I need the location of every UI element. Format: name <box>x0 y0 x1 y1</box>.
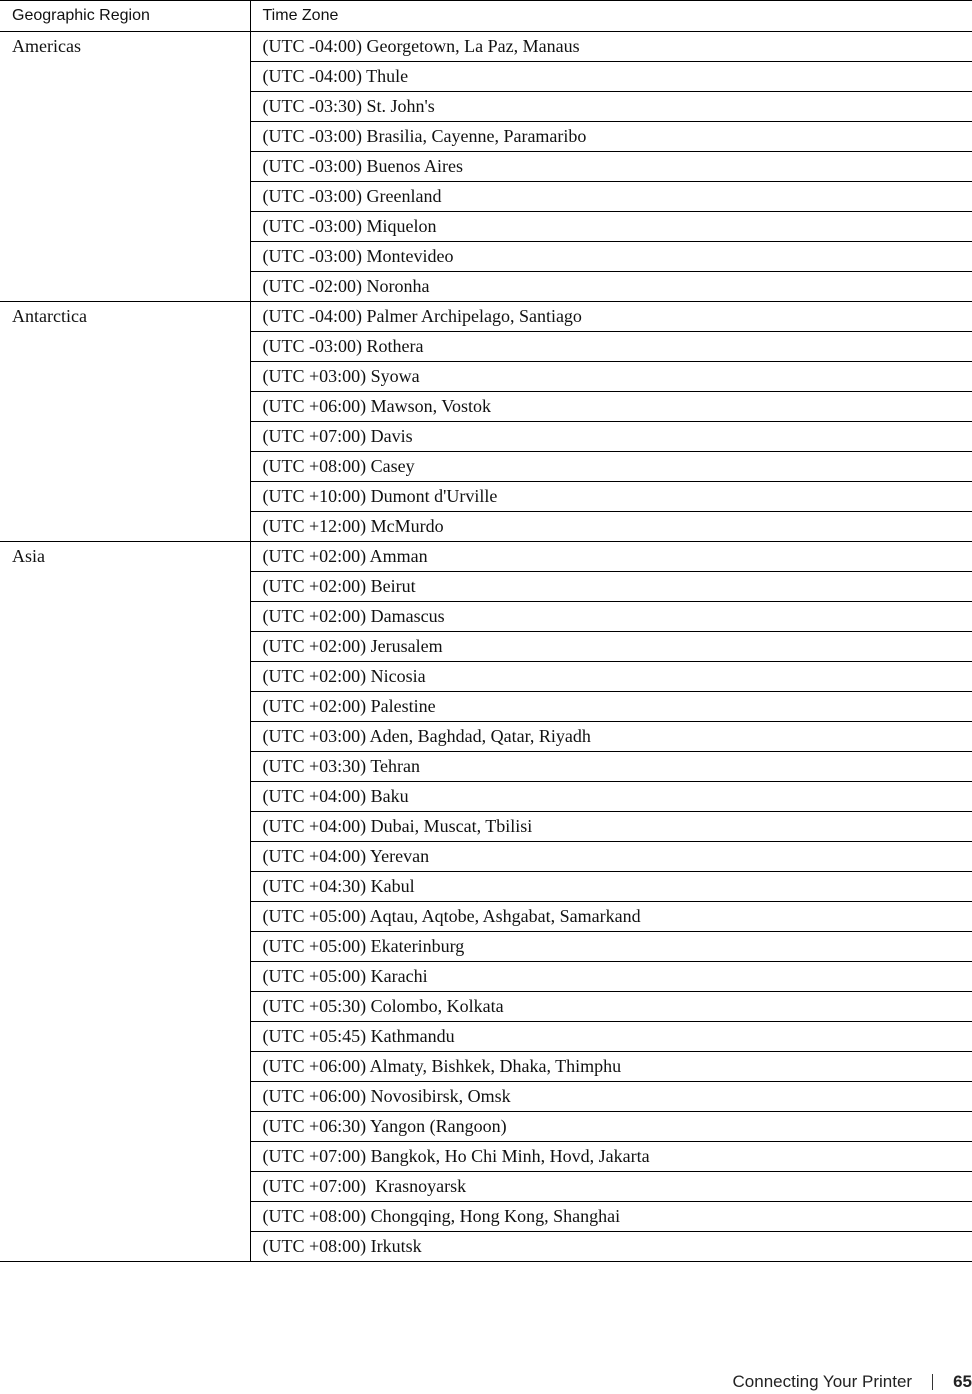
time-zone-cell: (UTC -03:00) Greenland <box>250 182 972 212</box>
header-time-zone: Time Zone <box>250 1 972 32</box>
time-zone-cell: (UTC -02:00) Noronha <box>250 272 972 302</box>
time-zone-cell: (UTC -03:00) Rothera <box>250 332 972 362</box>
time-zone-cell: (UTC +12:00) McMurdo <box>250 512 972 542</box>
table-row <box>0 32 972 62</box>
time-zone-cell: (UTC +03:30) Tehran <box>250 752 972 782</box>
time-zone-cell: (UTC -04:00) Palmer Archipelago, Santiago <box>250 302 972 332</box>
time-zone-cell: (UTC -04:00) Georgetown, La Paz, Manaus <box>250 32 972 62</box>
time-zone-cell: (UTC +06:00) Novosibirsk, Omsk <box>250 1082 972 1112</box>
time-zone-cell: (UTC -03:30) St. John's <box>250 92 972 122</box>
time-zone-cell: (UTC +05:00) Ekaterinburg <box>250 932 972 962</box>
table-header-row <box>0 1 972 32</box>
time-zone-cell: (UTC +03:00) Aden, Baghdad, Qatar, Riyadh <box>250 722 972 752</box>
time-zone-cell: (UTC +06:00) Almaty, Bishkek, Dhaka, Thimphu <box>250 1052 972 1082</box>
time-zone-cell: (UTC +04:30) Kabul <box>250 872 972 902</box>
time-zone-cell: (UTC +06:30) Yangon (Rangoon) <box>250 1112 972 1142</box>
time-zone-cell: (UTC +02:00) Palestine <box>250 692 972 722</box>
time-zone-cell: (UTC +04:00) Dubai, Muscat, Tbilisi <box>250 812 972 842</box>
time-zone-cell: (UTC -03:00) Brasilia, Cayenne, Paramaribo <box>250 122 972 152</box>
table-row <box>0 542 972 572</box>
footer-separator <box>932 1374 933 1390</box>
time-zone-cell: (UTC +06:00) Mawson, Vostok <box>250 392 972 422</box>
time-zone-cell: (UTC +04:00) Yerevan <box>250 842 972 872</box>
footer-section-title: Connecting Your Printer <box>732 1372 913 1391</box>
time-zone-cell: (UTC -03:00) Buenos Aires <box>250 152 972 182</box>
table-body <box>0 32 972 1262</box>
time-zone-cell: (UTC +08:00) Casey <box>250 452 972 482</box>
time-zone-cell: (UTC +07:00) Krasnoyarsk <box>250 1172 972 1202</box>
region-cell: Americas <box>0 32 250 302</box>
time-zone-cell: (UTC +02:00) Damascus <box>250 602 972 632</box>
time-zone-cell: (UTC +05:00) Aqtau, Aqtobe, Ashgabat, Samarkand <box>250 902 972 932</box>
header-geographic-region: Geographic Region <box>0 1 250 32</box>
time-zone-cell: (UTC +02:00) Nicosia <box>250 662 972 692</box>
region-cell: Antarctica <box>0 302 250 542</box>
table-row <box>0 302 972 332</box>
time-zone-cell: (UTC +04:00) Baku <box>250 782 972 812</box>
time-zone-cell: (UTC -03:00) Miquelon <box>250 212 972 242</box>
time-zone-cell: (UTC +05:30) Colombo, Kolkata <box>250 992 972 1022</box>
page-footer <box>733 1370 972 1394</box>
time-zone-cell: (UTC +02:00) Amman <box>250 542 972 572</box>
time-zone-cell: (UTC +02:00) Beirut <box>250 572 972 602</box>
time-zone-cell: (UTC +02:00) Jerusalem <box>250 632 972 662</box>
time-zone-cell: (UTC +07:00) Bangkok, Ho Chi Minh, Hovd, Jakarta <box>250 1142 972 1172</box>
time-zone-cell: (UTC +10:00) Dumont d'Urville <box>250 482 972 512</box>
time-zone-cell: (UTC +03:00) Syowa <box>250 362 972 392</box>
time-zone-cell: (UTC +08:00) Irkutsk <box>250 1232 972 1262</box>
time-zone-cell: (UTC +05:00) Karachi <box>250 962 972 992</box>
time-zone-cell: (UTC +08:00) Chongqing, Hong Kong, Shanghai <box>250 1202 972 1232</box>
time-zone-cell: (UTC +05:45) Kathmandu <box>250 1022 972 1052</box>
time-zone-cell: (UTC +07:00) Davis <box>250 422 972 452</box>
time-zone-cell: (UTC -04:00) Thule <box>250 62 972 92</box>
page-number: 65 <box>953 1372 972 1391</box>
time-zone-cell: (UTC -03:00) Montevideo <box>250 242 972 272</box>
region-cell: Asia <box>0 542 250 1262</box>
